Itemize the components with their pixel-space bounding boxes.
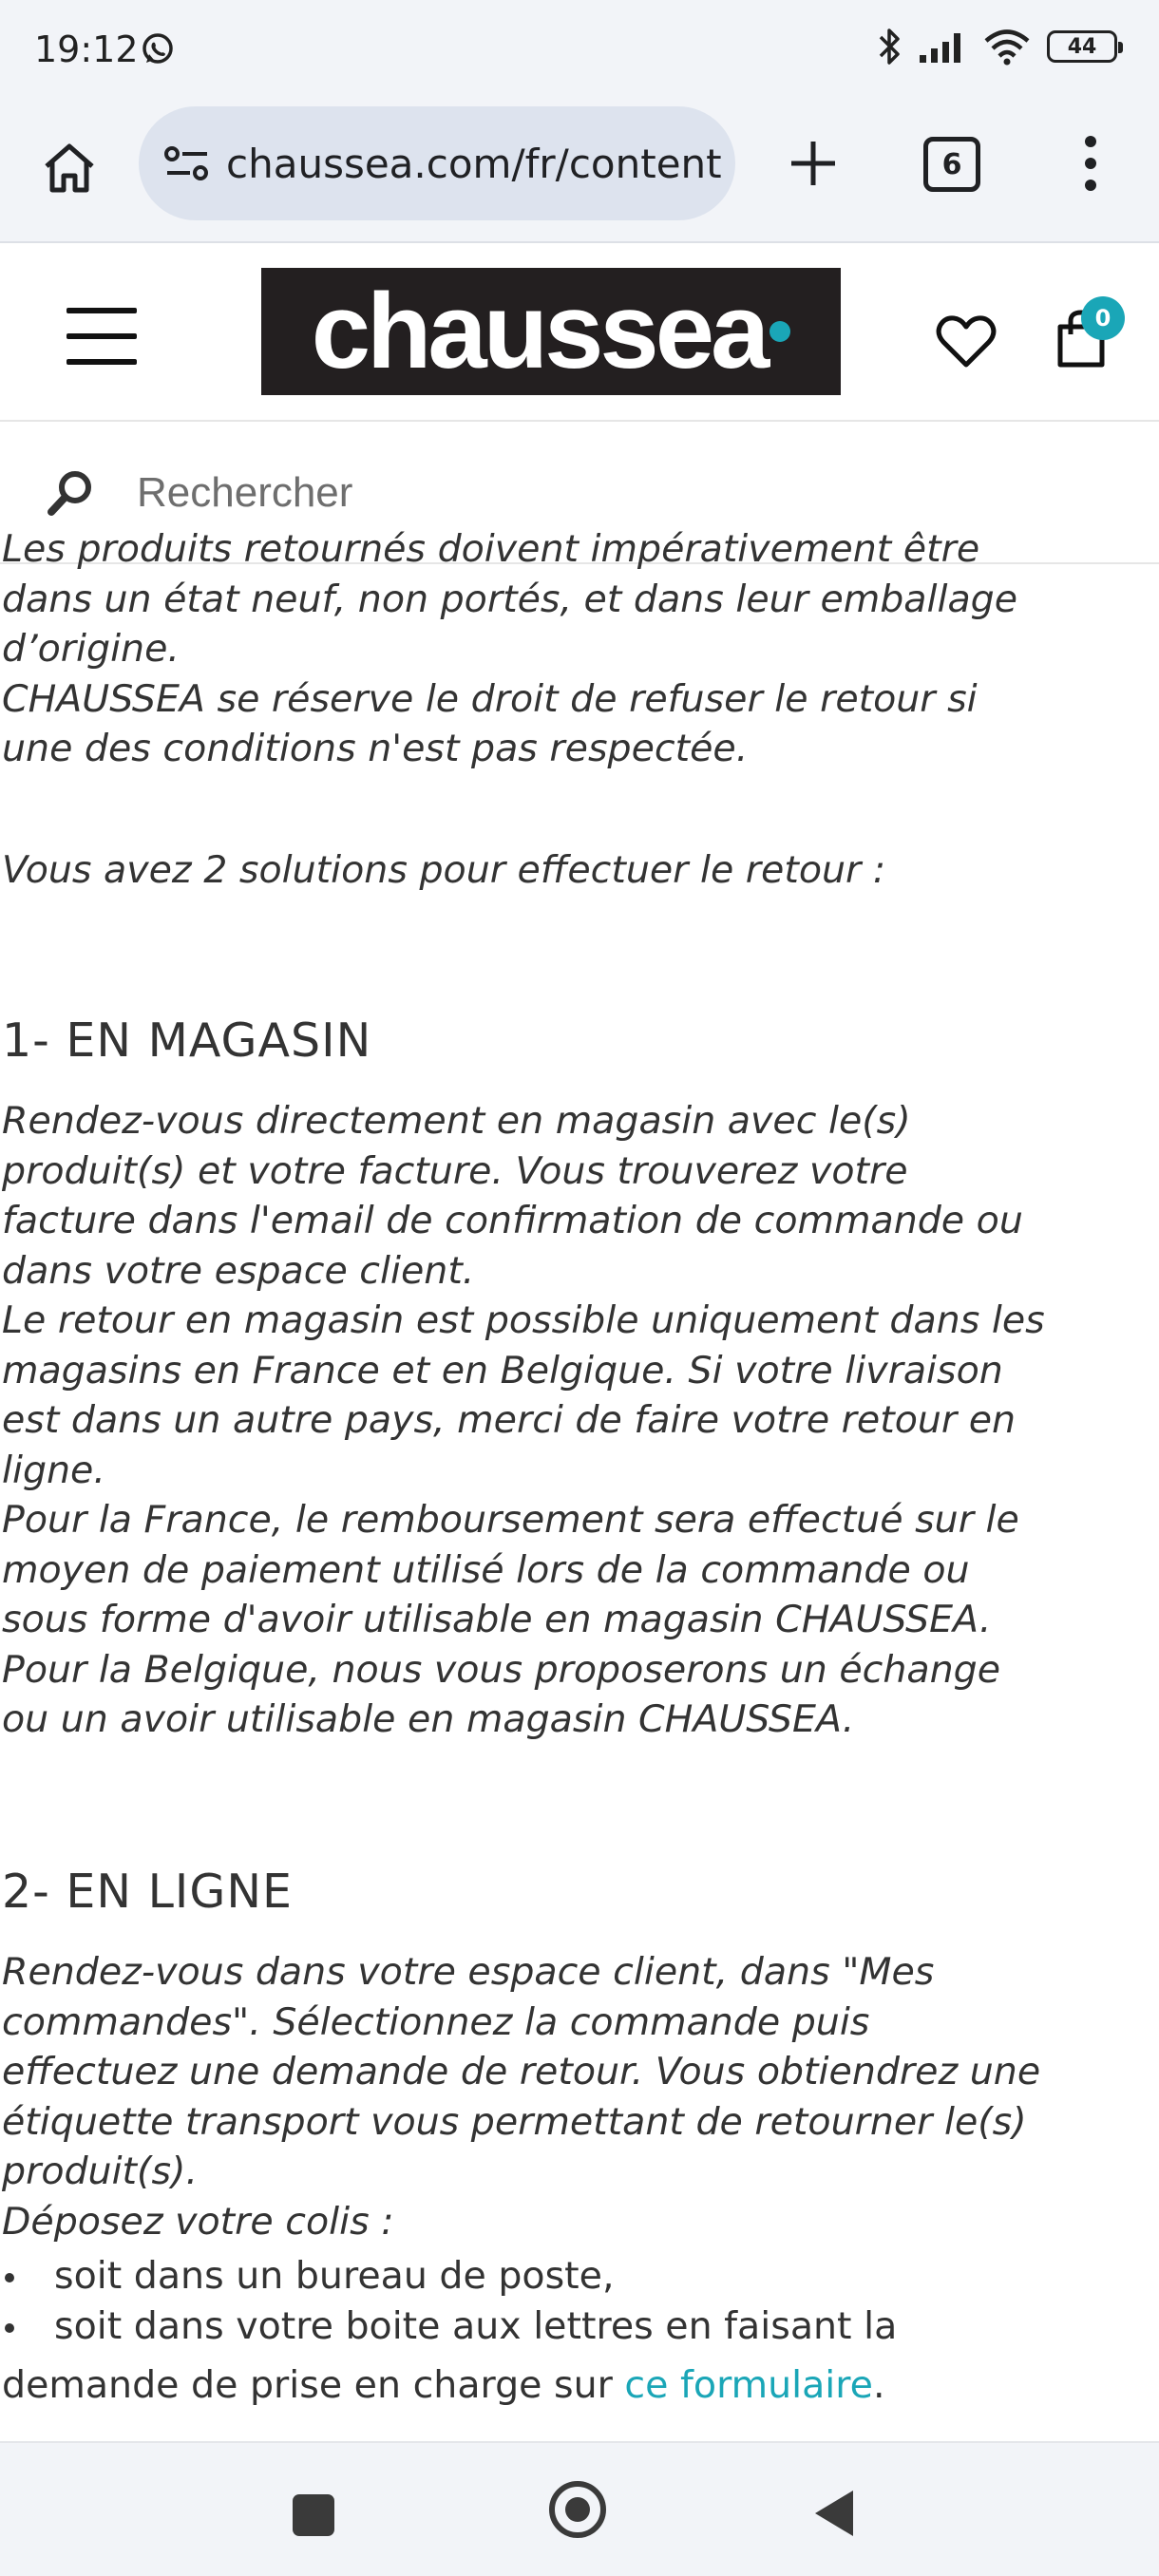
form-link-prefix: demande de prise en charge sur [2,2363,625,2407]
bluetooth-icon [878,27,902,66]
text-line: ou un avoir utilisable en magasin CHAUSSEA. [2,1697,855,1741]
list-item: soit dans un bureau de poste, [2,2251,897,2301]
logo-text: chaussea [311,272,767,390]
intro-paragraph [2,524,1017,774]
status-time: 19:12 [34,28,139,70]
plus-icon [788,138,839,189]
status-icons [878,27,1117,66]
site-header [0,245,1159,422]
status-bar [0,0,1159,99]
logo[interactable] [261,268,841,395]
text-line: est dans un autre pays, merci de faire votre retour en [2,1398,1016,1442]
cart-count-badge: 0 [1081,296,1125,340]
back-triangle-icon[interactable] [815,2491,853,2536]
heart-icon[interactable] [935,313,998,370]
text-line: effectuez une demande de retour. Vous obtiendrez une [2,2050,1041,2093]
text-line: moyen de paiement utilisé lors de la commande ou [2,1547,970,1592]
text-line: dans votre espace client. [2,1248,475,1293]
list-item: soit dans votre boite aux lettres en faisant la [2,2301,897,2352]
system-nav-bar [0,2441,1159,2576]
text-line: facture dans l'email de confirmation de commande ou [2,1199,1023,1242]
url-text[interactable]: chaussea.com/fr/content [226,140,722,187]
text-line: Pour la France, le remboursement sera effectué sur le [2,1498,1019,1542]
tab-switcher-button[interactable] [923,137,980,192]
text-line: Pour la Belgique, nous vous proposerons un échange [2,1647,1001,1692]
text-line: CHAUSSEA se réserve le droit de refuser le retour si [2,676,978,721]
page-content [0,527,1159,2441]
section-en-ligne-text [2,1947,1040,2246]
text-line: produit(s). [2,2150,199,2193]
signal-icon [918,30,967,63]
form-link-line [2,2360,885,2411]
form-link[interactable]: ce formulaire [624,2363,873,2407]
section-heading-en-ligne: 2- EN LIGNE [2,1865,293,1919]
text-line: étiquette transport vous permettant de retourner le(s) [2,2099,1027,2144]
whatsapp-icon [141,32,175,66]
new-tab-button[interactable] [779,129,847,198]
section-heading-magasin: 1- EN MAGASIN [2,1013,372,1068]
wifi-icon [982,28,1032,65]
hamburger-icon[interactable] [66,308,137,365]
logo-dot [770,321,790,342]
section-magasin-text [2,1096,1045,1745]
text-line: dans un état neuf, non portés, et dans leur emballage [2,577,1018,621]
text-line: Les produits retournés doivent impérativement être [2,527,980,571]
site-info-icon[interactable] [160,136,215,191]
tab-count: 6 [941,147,962,181]
home-circle-icon[interactable] [549,2481,606,2538]
text-line: Le retour en magasin est possible uniquement dans les [2,1298,1045,1342]
text-line: sous forme d'avoir utilisable en magasin CHAUSSEA. [2,1598,992,1641]
text-line: une des conditions n'est pas respectée. [2,727,749,770]
search-icon[interactable] [46,468,95,518]
recents-icon[interactable] [293,2494,334,2536]
text-line: commandes". Sélectionnez la commande puis [2,1999,870,2044]
text-line: produit(s) et votre facture. Vous trouverez votre [2,1148,908,1193]
browser-toolbar [0,99,1159,243]
home-button[interactable] [36,135,103,201]
battery-level: 44 [1067,34,1097,59]
battery-icon [1047,30,1117,63]
solutions-line: Vous avez 2 solutions pour effectuer le retour : [2,848,886,892]
bullet-list [2,2251,897,2351]
text-line: Rendez-vous directement en magasin avec le(s) [2,1099,911,1143]
search-input[interactable] [137,469,992,517]
more-vert-icon[interactable] [1064,129,1117,198]
text-line: ligne. [2,1448,105,1492]
url-bar[interactable] [139,106,735,220]
form-link-suffix: . [872,2363,885,2407]
text-line: d’origine. [2,627,180,671]
home-icon [41,140,98,197]
text-line: magasins en France et en Belgique. Si votre livraison [2,1348,1003,1392]
text-line: Rendez-vous dans votre espace client, dans "Mes [2,1950,935,1994]
text-line: Déposez votre colis : [2,2199,394,2244]
